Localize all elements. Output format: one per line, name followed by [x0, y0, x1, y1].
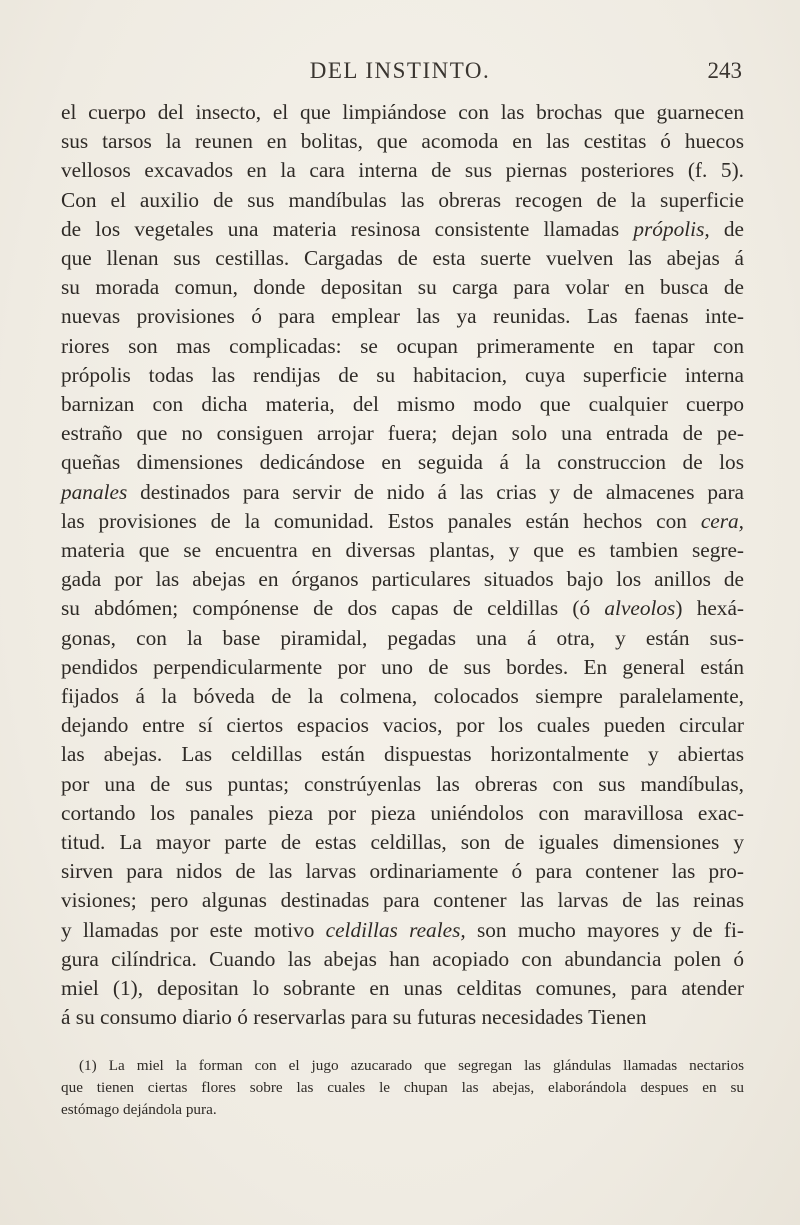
- text-line: [61, 916, 744, 945]
- page-number: 243: [707, 58, 742, 83]
- body-text: [61, 98, 744, 1033]
- text-line: á su consumo diario ó reservarlas para su futuras necesidades Tienen: [61, 1005, 647, 1030]
- page-header: [60, 58, 740, 92]
- text-line: las abejas. Las celdillas están dispuestas horizontalmente y abiertas: [61, 742, 744, 767]
- text-segment: su abdómen; compónense de dos capas de celdillas (ó: [61, 596, 591, 621]
- text-line: que llenan sus cestillas. Cargadas de esta suerte vuelven las abejas á: [61, 246, 744, 271]
- text-line: queñas dimensiones dedicándose en seguida á la construccion de los: [61, 450, 744, 475]
- text-segment: de: [709, 216, 744, 241]
- footnote-line: estómago dejándola pura.: [61, 1101, 217, 1118]
- text-line: cortando los panales pieza por pieza uniéndolos con maravillosa exac-: [61, 800, 744, 825]
- text-line: pendidos perpendicularmente por uno de sus bordes. En general están: [61, 654, 744, 679]
- text-line: vellosos excavados en la cara interna de sus piernas posteriores (f. 5).: [61, 158, 744, 183]
- text-line: [61, 594, 744, 623]
- text-segment: de los vegetales una materia resinosa consistente llamadas: [61, 216, 620, 241]
- footnote: [61, 1055, 744, 1121]
- footnote-line: que tienen ciertas flores sobre las cuales le chupan las abejas, elaborándola despues en su: [61, 1079, 744, 1096]
- text-segment: ) hexá-: [675, 596, 744, 621]
- italic-term-panales: panales: [61, 479, 128, 504]
- text-line: materia que se encuentra en diversas plantas, y que es tambien segre-: [61, 538, 744, 563]
- text-line: fijados á la bóveda de la colmena, colocados siempre paralelamente,: [61, 684, 744, 709]
- text-line: própolis todas las rendijas de su habitacion, cuya superficie interna: [61, 362, 744, 387]
- text-segment: son mucho mayores y de fi-: [465, 917, 744, 942]
- text-line: estraño que no consiguen arrojar fuera; dejan solo una entrada de pe-: [61, 421, 744, 446]
- text-line: [61, 507, 744, 536]
- text-segment: y llamadas por este motivo: [61, 917, 315, 942]
- italic-term-cera: cera,: [700, 508, 744, 533]
- text-line: [61, 215, 744, 244]
- text-line: nuevas provisiones ó para emplear las ya reunidas. Las faenas inte-: [61, 304, 744, 329]
- text-segment: destinados para servir de nido á las crias y de almacenes para: [140, 479, 745, 504]
- text-line: barnizan con dicha materia, del mismo modo que cualquier cuerpo: [61, 392, 744, 417]
- running-title: DEL INSTINTO.: [309, 58, 491, 83]
- text-line: gura cilíndrica. Cuando las abejas han acopiado con abundancia polen ó: [61, 946, 744, 971]
- text-line: sirven para nidos de las larvas ordinariamente ó para contener las pro-: [61, 859, 744, 884]
- italic-term-celdillas-reales: celdillas reales,: [325, 917, 466, 942]
- text-line: por una de sus puntas; constrúyenlas las obreras con sus mandíbulas,: [61, 771, 744, 796]
- text-line: gada por las abejas en órganos particulares situados bajo los anillos de: [61, 567, 744, 592]
- text-line: gonas, con la base piramidal, pegadas una á otra, y están sus-: [61, 625, 744, 650]
- text-line: sus tarsos la reunen en bolitas, que acomoda en las cestitas ó huecos: [61, 129, 744, 154]
- text-segment: las provisiones de la comunidad. Estos panales están hechos con: [61, 508, 687, 533]
- text-line: riores son mas complicadas: se ocupan primeramente en tapar con: [61, 333, 744, 358]
- text-line: [61, 478, 744, 507]
- text-line: titud. La mayor parte de estas celdillas, son de iguales dimensiones y: [61, 830, 744, 855]
- footnote-line: (1) La miel la forman con el jugo azucarado que segregan las glándulas llamadas nectarios: [79, 1057, 744, 1074]
- text-line: el cuerpo del insecto, el que limpiándose con las brochas que guarnecen: [61, 100, 744, 124]
- text-line: su morada comun, donde depositan su carga para volar en busca de: [61, 275, 744, 300]
- italic-term-alveolos: alveolos: [604, 596, 676, 621]
- text-line: miel (1), depositan lo sobrante en unas celditas comunes, para atender: [61, 976, 744, 1001]
- text-line: dejando entre sí ciertos espacios vacios, por los cuales pueden circular: [61, 713, 744, 738]
- text-line: Con el auxilio de sus mandíbulas las obreras recogen de la superficie: [61, 187, 744, 212]
- text-line: visiones; pero algunas destinadas para contener las larvas de las reinas: [61, 888, 744, 913]
- italic-term-propolis: própolis,: [633, 216, 710, 241]
